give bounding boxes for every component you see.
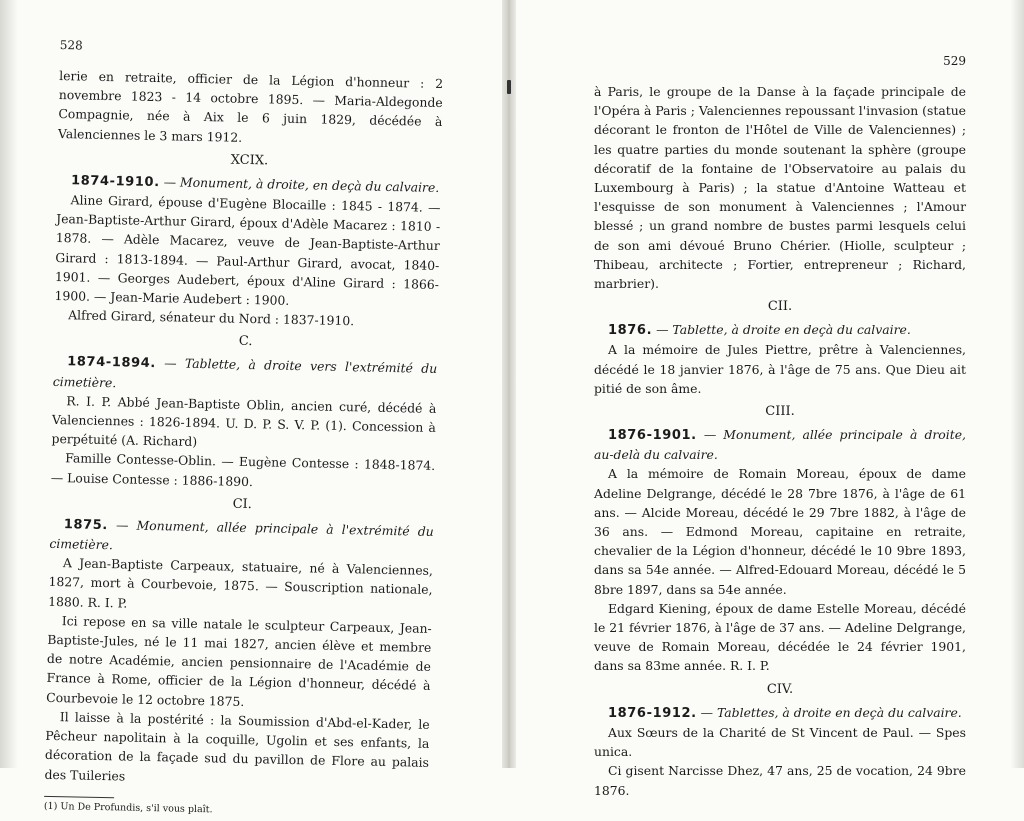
section-number: CII.: [767, 299, 793, 315]
entry-title: — Monument, allée principale à droite, au-delà du calvaire.: [594, 427, 966, 463]
footnote: (1) Un De Profundis, s'il vous plaît.: [43, 800, 213, 816]
section-number: C.: [238, 334, 253, 350]
paragraph: A la mémoire de Romain Moreau, époux de dame Adeline Delgrange, décédé le 28 7bre 1876, à l'âge de 61 ans. — Alcide Moreau, décédé le 29 7bre 1882, à l'âge de 36 ans. — Edmond Moreau, capitaine en retraite, chevalier de la Légion d'honneur, décédé le 10 9bre 1893, dans sa 54e année. — Alfred-Edouard Moreau, décédé le 5 8bre 1897, dans sa 54e année.: [594, 466, 966, 597]
page-number-right: 529: [943, 54, 966, 68]
paragraph: Alfred Girard, sénateur du Nord : 1837-1910.: [68, 307, 355, 329]
entry-year: 1876-1901.: [608, 428, 697, 444]
paragraph: Ici repose en sa ville natale le sculpteur Carpeaux, Jean-Baptiste-Jules, né le 11 mai 1827, ancien élève et membre de notre Académie, ancien pensionnaire de l'Académie de France à Rome, officier de la Légion d'honneur, décédé à Courbevoie le 12 octobre 1875.: [46, 613, 432, 709]
paragraph: A Jean-Baptiste Carpeaux, statuaire, né à Valenciennes, 1827, mort à Courbevoie, 1875. — Souscription nationale, 1880. R. I. P.: [48, 555, 434, 611]
paragraph: à Paris, le groupe de la Danse à la façade principale de l'Opéra à Paris ; Valenciennes repoussant l'invasion (statue décorant le fronton de l'Hôtel de Ville de Valenciennes) ; les quatre parties du monde soutenant la sphère (groupe décoratif de la fontaine de l'Observatoire au palais du Luxembourg à Paris) ; la statue d'Antoine Watteau et l'esquisse de son monument à Valenciennes ; l'Amour blessé ; un grand nombre de bustes parmi lesquels celui de son ami dévoué Bruno Chérier. (Hiolle, sculpteur ; Thibeau, architecte ; Fortier, entrepreneur ; Richard, marbrier).: [594, 84, 967, 292]
section-number: CIV.: [766, 681, 794, 697]
entry-title: — Tablette, à droite en deçà du calvaire.: [656, 322, 911, 338]
entry-title: — Tablettes, à droite en deçà du calvaire.: [700, 704, 962, 720]
entry-title: — Tablette, à droite vers l'extrémité du cimetière.: [52, 355, 438, 390]
paragraph: Il laisse à la postérité : la Soumission d'Abd-el-Kader, le Pêcheur napolitain à la coquille, Ugolin et ses enfants, la décoration de la façade sud du pavillon de Flore au palais des Tuileries: [44, 709, 430, 784]
entry-year: 1876.: [608, 323, 653, 339]
right-page: [516, 0, 1024, 798]
paragraph: A la mémoire de Jules Piettre, prêtre à Valenciennes, décédé le 18 janvier 1876, à l'âge de 75 ans. Que Dieu ait pitié de son âme.: [594, 342, 966, 396]
paragraph: R. I. P. Abbé Jean-Baptiste Oblin, ancien curé, décédé à Valenciennes : 1826-1894. U. D. P. S. V. P. (1). Concession à perpétuité (A. Richard): [51, 393, 437, 450]
left-page: [0, 0, 504, 816]
entry-heading: [594, 320, 966, 340]
section-number: XCIX.: [230, 152, 269, 169]
entry-title: — Monument, à droite, en deçà du calvaire.: [163, 174, 440, 195]
paragraph: Ci gisent Narcisse Dhez, 47 ans, 25 de vocation, 24 9bre 1876.: [594, 763, 966, 798]
paragraph: Aux Sœurs de la Charité de St Vincent de Paul. — Spes unica.: [594, 724, 966, 760]
section-number: CIII.: [765, 404, 795, 420]
paragraph: Edgard Kiening, époux de dame Estelle Moreau, décédé le 21 février 1876, à l'âge de 37 ans. — Adeline Delgrange, veuve de Romain Moreau, décédée le 24 février 1901, dans sa 83me année. R. I. P.: [594, 600, 966, 674]
binding-mark: [507, 80, 511, 94]
page-number-left: 528: [59, 38, 83, 53]
left-page-content: [44, 38, 444, 821]
footnote-divider: [44, 796, 114, 798]
paragraph: lerie en retraite, officier de la Légion d'honneur : 2 novembre 1823 - 14 octobre 1895. — Maria-Aldegonde Compagnie, née à Aix le 6 juin 1829, décédée à Valenciennes le 3 mars 1912.: [57, 67, 444, 145]
entry-year: 1875.: [63, 517, 109, 533]
entry-title: — Monument, allée principale à l'extrémité du cimetière.: [49, 517, 434, 553]
paragraph: Famille Contesse-Oblin. — Eugène Contesse : 1848-1874. — Louise Contesse : 1886-1890.: [50, 450, 436, 489]
book-gutter: [502, 0, 516, 768]
entry-heading: [594, 425, 966, 464]
paragraph: Aline Girard, épouse d'Eugène Blocaille : 1845 - 1874. — Jean-Baptiste-Arthur Girard, époux d'Adèle Macarez : 1810 - 1878. — Adèle Macarez, veuve de Jean-Baptiste-Arthur Girard : 1813-1894. — Paul-Arthur Girard, avocat, 1840-1901. — Georges Audebert, époux d'Aline Girard : 1866-1900. — Jean-Marie Audebert : 1900.: [54, 192, 441, 308]
entry-year: 1876-1912.: [608, 705, 697, 721]
entry-heading: [594, 703, 966, 723]
section-number: CI.: [232, 496, 253, 512]
entry-year: 1874-1894.: [67, 354, 157, 372]
entry-year: 1874-1910.: [70, 173, 160, 190]
